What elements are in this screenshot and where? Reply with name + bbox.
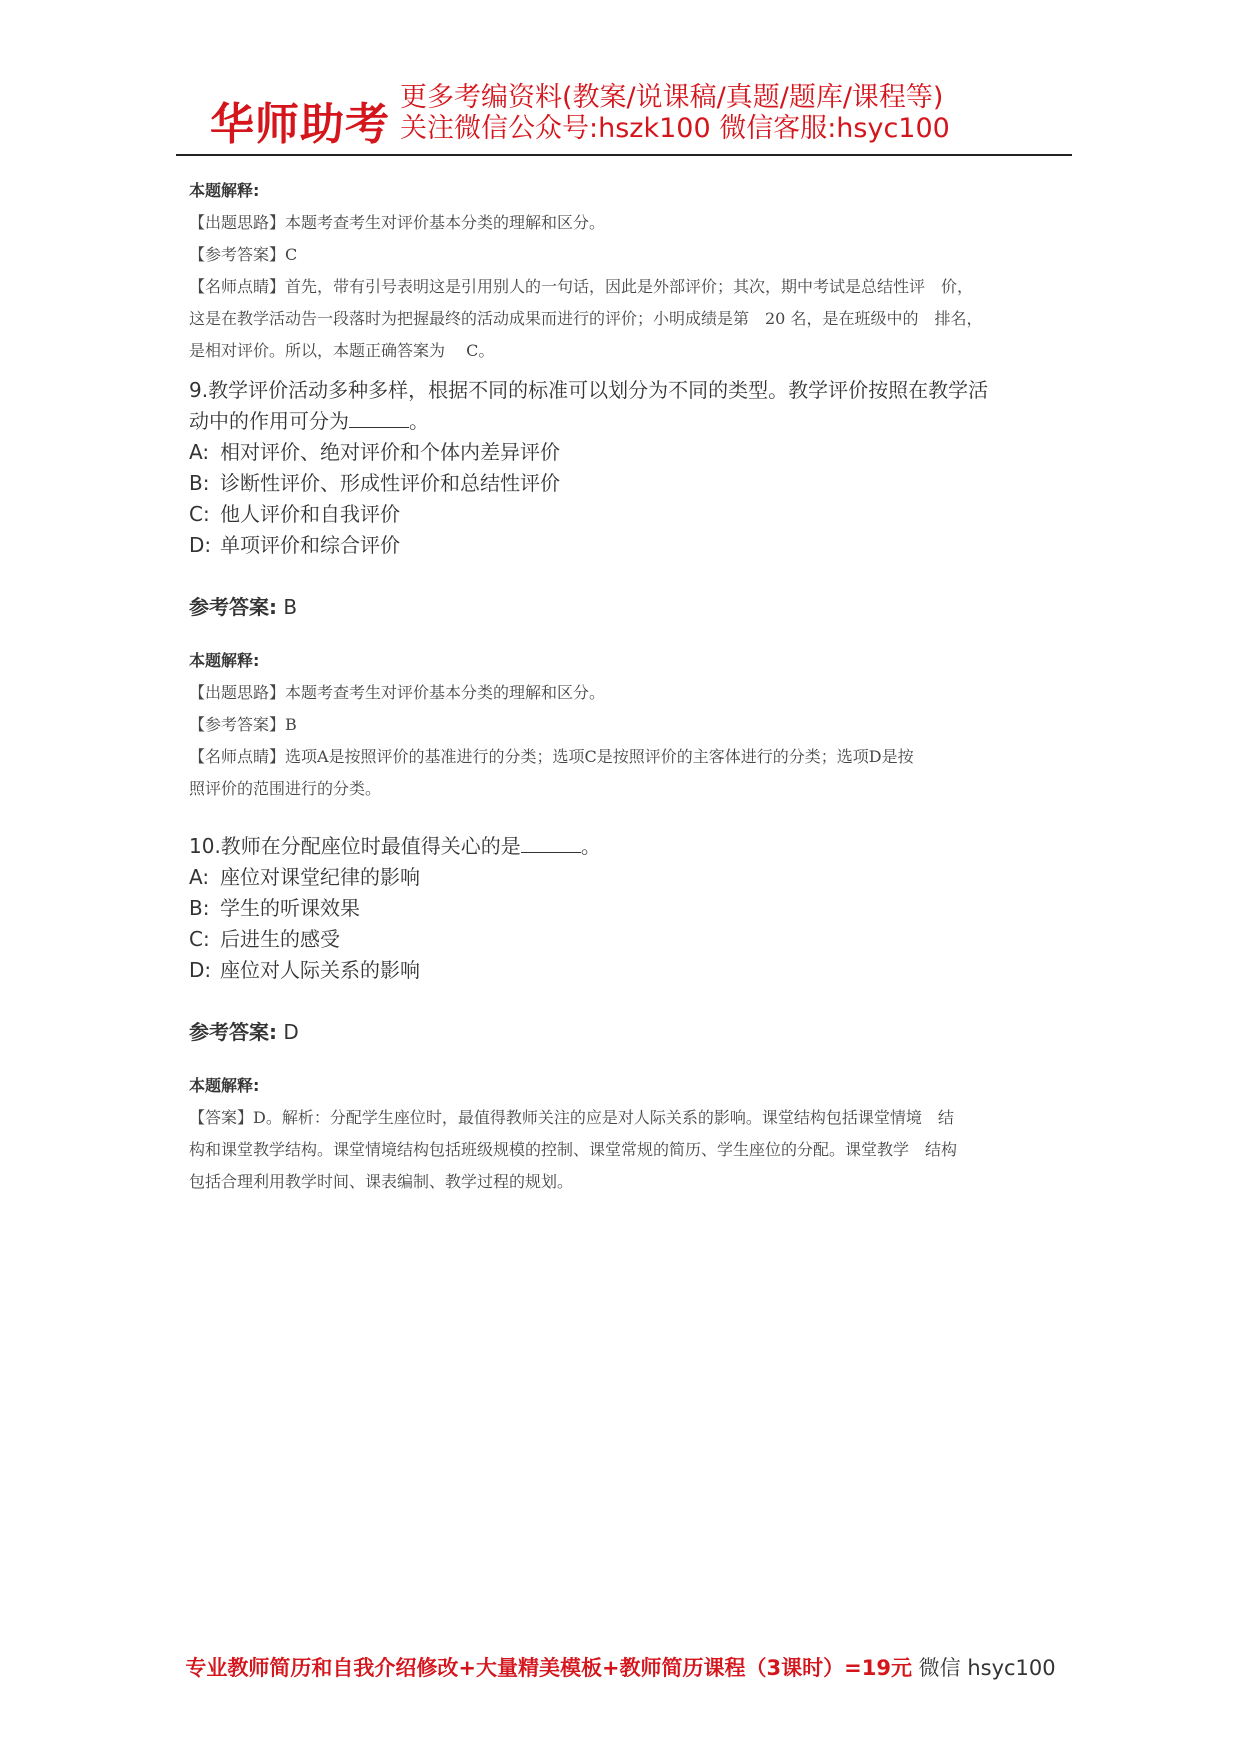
answer-blank — [349, 409, 409, 428]
answer-label: 参考答案: — [189, 1020, 277, 1044]
explanation-line: 【出题思路】本题考查考生对评价基本分类的理解和区分。 — [189, 683, 606, 702]
answer-blank — [521, 834, 581, 853]
explanation-line: 【答案】D。解析：分配学生座位时，最值得教师关注的应是对人际关系的影响。课堂结构包括课堂情境 结 — [189, 1108, 954, 1127]
option-text: 后进生的感受 — [220, 927, 340, 951]
explanation-label: 本题解释: — [189, 651, 260, 670]
explanation-line: 【名师点睛】选项A是按照评价的基准进行的分类；选项C是按照评价的主客体进行的分类；选项D是按 — [189, 747, 914, 766]
option-c — [189, 924, 1059, 955]
explanation-line: 【出题思路】本题考查考生对评价基本分类的理解和区分。 — [189, 213, 606, 232]
option-b — [189, 893, 1059, 924]
brand-logo: 华师助考 — [210, 99, 390, 150]
option-key: C: — [189, 502, 210, 526]
option-key: D: — [189, 533, 212, 557]
explanation-line: 构和课堂教学结构。课堂情境结构包括班级规模的控制、课堂常规的简历、学生座位的分配。课堂教学 结构 — [189, 1140, 958, 1159]
question-stem-end: 。 — [580, 834, 601, 858]
option-b — [189, 468, 1059, 499]
option-a — [189, 862, 1059, 893]
explanation-line: 【参考答案】C — [189, 245, 298, 264]
promo-line-1: 更多考编资料(教案/说课稿/真题/题库/课程等) — [400, 82, 944, 113]
option-c — [189, 499, 1059, 530]
header-promo — [400, 82, 950, 144]
option-a — [189, 437, 1059, 468]
header-divider — [176, 154, 1072, 156]
answer-value: B — [277, 595, 298, 619]
question-stem-text: 动中的作用可分为 — [189, 409, 349, 433]
spacer — [189, 805, 1059, 823]
option-key: C: — [189, 927, 210, 951]
option-text: 学生的听课效果 — [220, 896, 360, 920]
explanation-line: 照评价的范围进行的分类。 — [189, 779, 382, 798]
answer-value: D — [277, 1020, 299, 1044]
option-key: A: — [189, 440, 210, 464]
option-text: 座位对课堂纪律的影响 — [220, 865, 420, 889]
question-9-stem — [189, 375, 1059, 437]
explanation-label: 本题解释: — [189, 181, 260, 200]
option-text: 相对评价、绝对评价和个体内差异评价 — [220, 440, 560, 464]
main-content — [189, 170, 1059, 1198]
option-key: B: — [189, 896, 210, 920]
explanation-line: 【参考答案】B — [189, 715, 297, 734]
option-key: D: — [189, 958, 212, 982]
question-stem-line — [189, 406, 1059, 437]
explanation-line: 【名师点睛】首先，带有引号表明这是引用别人的一句话，因此是外部评价；其次，期中考试是总结性评 价， — [189, 277, 974, 296]
header-banner — [210, 82, 1050, 150]
promo-line-2: 关注微信公众号:hszk100 微信客服:hsyc100 — [400, 113, 950, 144]
explanation-line: 这是在教学活动告一段落时为把握最终的活动成果而进行的评价；小明成绩是第 20 名，是在班级中的 排名， — [189, 309, 983, 328]
option-text: 单项评价和综合评价 — [220, 533, 400, 557]
footer-promo — [0, 1652, 1241, 1682]
option-text: 他人评价和自我评价 — [220, 502, 400, 526]
explanation-line: 包括合理利用教学时间、课表编制、教学过程的规划。 — [189, 1172, 574, 1191]
option-text: 座位对人际关系的影响 — [220, 958, 420, 982]
question-stem-end: 。 — [409, 409, 429, 433]
explanation-label: 本题解释: — [189, 1076, 260, 1095]
question-stem-line: 9.教学评价活动多种多样，根据不同的标准可以划分为不同的类型。教学评价按照在教学活 — [189, 378, 989, 402]
option-key: A: — [189, 865, 210, 889]
option-d — [189, 955, 1059, 986]
reference-answer — [189, 591, 1059, 620]
option-d — [189, 530, 1059, 561]
explanation-line: 是相对评价。所以，本题正确答案为 C。 — [189, 341, 495, 360]
question-stem-text: 10.教师在分配座位时最值得关心的是 — [189, 834, 521, 858]
answer-label: 参考答案: — [189, 595, 277, 619]
footer-wechat: 微信 hsyc100 — [911, 1656, 1056, 1680]
option-key: B: — [189, 471, 210, 495]
footer-promo-text: 专业教师简历和自我介绍修改+大量精美模板+教师简历课程（3课时）=19元 — [185, 1656, 912, 1680]
question-10-stem — [189, 831, 1059, 862]
reference-answer — [189, 1016, 1059, 1045]
option-text: 诊断性评价、形成性评价和总结性评价 — [220, 471, 560, 495]
